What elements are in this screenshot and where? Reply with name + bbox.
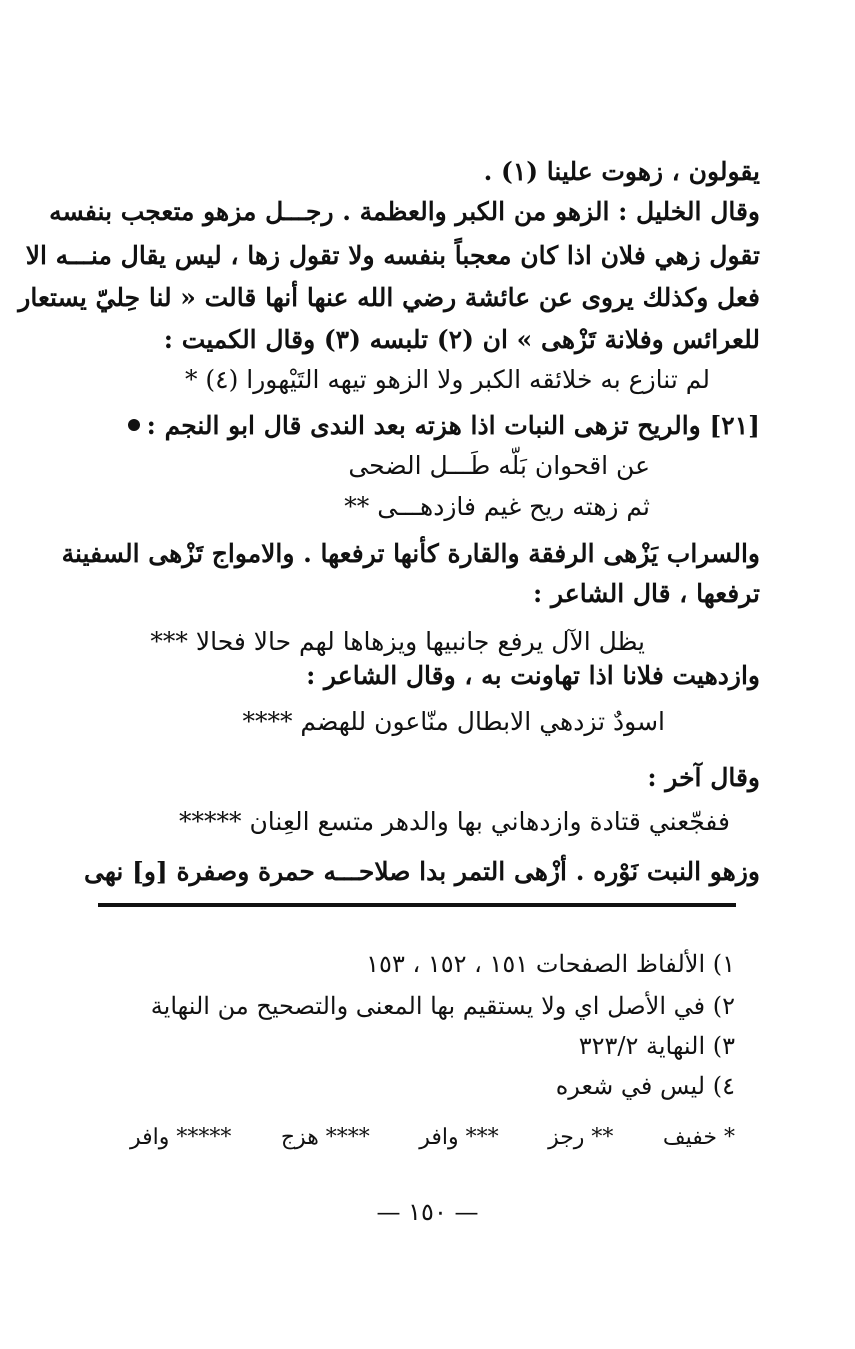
- text-line-15: وقال آخر :: [647, 763, 760, 792]
- footnote-2: ٢) في الأصل اي ولا يستقيم بها المعنى والتصحيح من النهاية: [150, 992, 735, 1020]
- text-line-13: وازدهيت فلانا اذا تهاونت به ، وقال الشاعر :: [306, 661, 760, 690]
- text-line-10: والسراب يَزْهى الرفقة والقارة كأنها ترفعها . والامواج تَزْهى السفينة: [61, 539, 760, 568]
- text-line-2: وقال الخليل : الزهو من الكبر والعظمة . رجـــل مزهو متعجب بنفسه: [49, 197, 760, 226]
- meter-legend: [130, 1118, 735, 1158]
- footnote-separator: [98, 903, 736, 907]
- text-line-7: [٢١] والريح تزهى النبات اذا هزته بعد الندى قال ابو النجم :: [146, 411, 760, 440]
- page-number: — ١٥٠ —: [376, 1198, 479, 1226]
- text-line-11: ترفعها ، قال الشاعر :: [533, 579, 760, 608]
- meter-1: * خفيف: [662, 1125, 735, 1150]
- text-line-1: يقولون ، زهوت علينا (١) .: [483, 157, 760, 186]
- bullet-dot-icon: [128, 419, 140, 431]
- footnote-3: ٣) النهاية ٣٢٣/٢: [578, 1032, 735, 1060]
- verse-line-abu-najm-1: عن اقحوان بَلّه طَـــل الضحى: [348, 451, 650, 480]
- meter-2: ** رجز: [548, 1125, 614, 1150]
- text-line-3: تقول زهي فلان اذا كان معجباً بنفسه ولا تقول زها ، ليس يقال منـــه الا: [25, 241, 760, 270]
- footnote-4: ٤) ليس في شعره: [555, 1072, 735, 1100]
- text-line-5: للعرائس وفلانة تَزْهى » ان (٢) تلبسه (٣) وقال الكميت :: [163, 325, 760, 354]
- verse-line-poet-1: يظل الآل يرفع جانبيها ويزهاها لهم حالا فحالا ***: [150, 627, 645, 656]
- meter-4: **** هزج: [280, 1125, 370, 1150]
- verse-line-poet-2: اسودٌ تزدهي الابطال منّاعون للهضم ****: [242, 707, 665, 736]
- verse-line-kumayt: لم تنازع به خلائقه الكبر ولا الزهو تيهه التَيْهورا (٤) *: [184, 365, 710, 394]
- meter-3: *** وافر: [419, 1125, 499, 1150]
- verse-line-abu-najm-2: ثم زهته ريح غيم فازدهـــى **: [344, 492, 650, 521]
- text-line-4: فعل وكذلك يروى عن عائشة رضي الله عنها أنها قالت « لنا حِليّ يستعار: [18, 283, 760, 312]
- meter-5: ***** وافر: [130, 1125, 232, 1150]
- verse-line-other-poet: ففجّعني قتادة وازدهاني بها والدهر متسع العِنان *****: [179, 807, 730, 836]
- footnote-1: ١) الألفاظ الصفحات ١٥١ ، ١٥٢ ، ١٥٣: [366, 950, 735, 978]
- text-line-17: وزهو النبت نَوْره . أزْهى التمر بدا صلاحـــه حمرة وصفرة [و] نهى: [83, 857, 760, 886]
